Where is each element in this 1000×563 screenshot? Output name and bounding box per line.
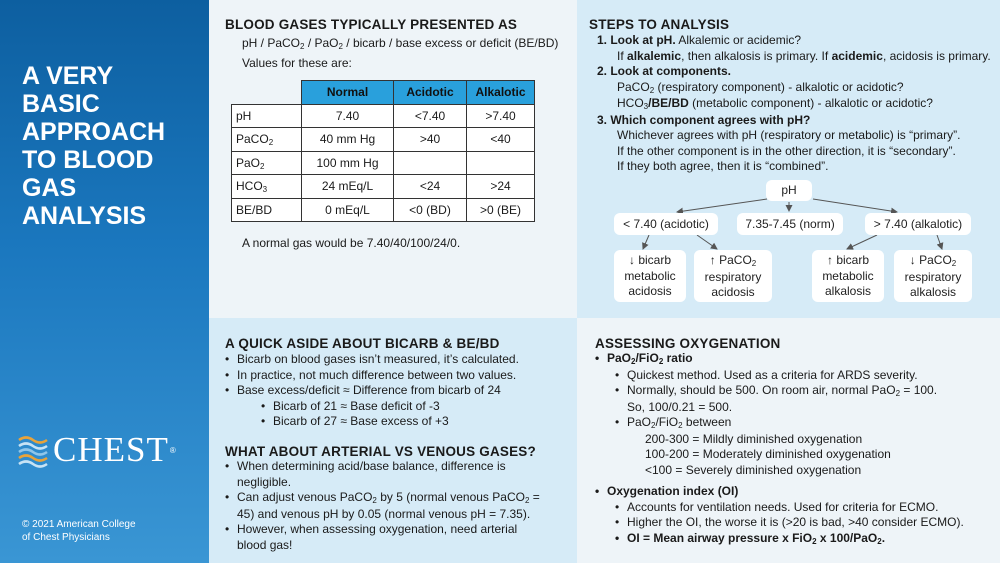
table-cell: >24 [467, 175, 535, 199]
table-row [232, 198, 535, 222]
list-item: • Bicarb of 21 ≈ Base deficit of -3 [261, 399, 570, 415]
venous-list [225, 459, 570, 553]
step-2-metabolic: $HCO_3/BE/BD$ (metabolic component) - alkalotic or acidotic? [617, 96, 933, 111]
copyright-line: © 2021 American College [22, 519, 136, 530]
list-item: <100 = Severely diminished oxygenation [645, 462, 862, 477]
table-header-row [232, 81, 535, 105]
table-corner-cell [232, 81, 302, 105]
oxygenation-panel [577, 318, 1000, 563]
flow-node-acidotic: < 7.40 (acidotic) [614, 213, 718, 235]
flow-node-alkalotic: > 7.40 (alkalotic) [865, 213, 971, 235]
table-cell: <40 [467, 128, 535, 152]
table-cell [467, 151, 535, 175]
step-3-detail: Whichever agrees with pH (respiratory or metabolic) is “primary”. [617, 128, 961, 142]
steps-list [597, 33, 992, 175]
list-item: • Oxygenation index (OI) [595, 484, 995, 500]
copyright-line: of Chest Physicians [22, 532, 110, 543]
flow-leaf-respiratory-acidosis [694, 250, 772, 302]
table-row [232, 104, 535, 128]
step-1-detail: If alkalemic, then alkalosis is primary. If acidemic, acidosis is primary. [617, 48, 991, 63]
venous-heading: WHAT ABOUT ARTERIAL VS VENOUS GASES? [225, 444, 536, 459]
row-label: BE/BD [232, 198, 302, 222]
leaf-line: ↑ bicarb [826, 253, 870, 267]
blood-gases-panel [209, 0, 577, 318]
table-cell: 24 mEq/L [302, 175, 394, 199]
steps-panel [577, 0, 1000, 318]
flow-leaf-respiratory-alkalosis [894, 250, 972, 302]
list-item: • Can adjust venous PaCO$_2$ by 5 (normal venous PaCO$_2$ = 45) and venous pH by 0.05 (normal venous pH = 7.35). [225, 490, 570, 522]
title-line: BASIC [22, 90, 100, 118]
sidebar [0, 0, 209, 563]
table-cell: <7.40 [394, 104, 467, 128]
table-cell: 40 mm Hg [302, 128, 394, 152]
table-row [232, 151, 535, 175]
list-item: • In practice, not much difference between two values. [225, 368, 570, 384]
blood-gases-heading: BLOOD GASES TYPICALLY PRESENTED AS [225, 17, 518, 32]
list-item: • Normally, should be 500. On room air, normal PaO$_2$ = 100. So, 100/0.21 = 500. [615, 383, 995, 415]
list-item: • Bicarb of 27 ≈ Base excess of +3 [261, 414, 570, 430]
row-label: pH [232, 104, 302, 128]
title-line: ANALYSIS [22, 202, 147, 230]
flow-leaf-metabolic-alkalosis [812, 250, 884, 302]
table-cell: >40 [394, 128, 467, 152]
leaf-line: ↑ PaCO$_2$ [709, 253, 757, 268]
step-2-respiratory: PaCO$_2$ (respiratory component) - alkalotic or acidotic? [617, 79, 904, 95]
row-label: PaCO$_2$ [232, 128, 302, 152]
table-cell: >7.40 [467, 104, 535, 128]
table-row [232, 175, 535, 199]
list-item: • OI = Mean airway pressure x FiO$_2$ x 100/PaO$_2$. [615, 531, 995, 548]
leaf-line: acidosis [628, 284, 672, 298]
table-cell: >0 (BE) [467, 198, 535, 222]
list-item: • PaO$_2$/FiO$_2$ ratio [595, 351, 995, 368]
page-title [22, 62, 202, 230]
table-cell [394, 151, 467, 175]
leaf-line: metabolic [624, 268, 676, 283]
aside-heading: A QUICK ASIDE ABOUT BICARB & BE/BD [225, 336, 500, 351]
leaf-line: respiratory [704, 269, 762, 284]
oxygenation-list [595, 351, 995, 547]
flow-leaf-metabolic-acidosis [614, 250, 686, 302]
list-item: • Accounts for ventilation needs. Used for criteria for ECMO. [615, 500, 995, 516]
copyright [22, 518, 202, 544]
column-header: Alkalotic [467, 81, 535, 105]
step-1: 1. Look at pH. Alkalemic or acidemic? [597, 33, 802, 47]
leaf-line: ↓ PaCO$_2$ [909, 253, 957, 268]
list-item: • Base excess/deficit ≈ Difference from bicarb of 24 [225, 383, 570, 399]
logo-text: CHEST [53, 430, 169, 469]
leaf-line: metabolic [822, 268, 874, 283]
aside-list [225, 352, 570, 430]
table-cell: <0 (BD) [394, 198, 467, 222]
list-item: • However, when assessing oxygenation, need arterial blood gas! [225, 522, 570, 553]
chest-wave-icon [17, 432, 49, 468]
chest-logo [17, 430, 176, 470]
step-3-detail: If they both agree, then it is “combined”. [617, 159, 829, 173]
title-line: TO BLOOD [22, 146, 154, 174]
list-item: • Quickest method. Used as a criteria for ARDS severity. [615, 368, 995, 384]
list-item: 200-300 = Mildly diminished oxygenation [645, 431, 863, 446]
table-cell: 100 mm Hg [302, 151, 394, 175]
table-cell: 0 mEq/L [302, 198, 394, 222]
normal-gas-note: A normal gas would be 7.40/40/100/24/0. [242, 236, 461, 250]
row-label: $HCO_3$ [232, 175, 302, 199]
steps-heading: STEPS TO ANALYSIS [589, 17, 730, 32]
step-3: 3. Which component agrees with pH? [597, 112, 811, 127]
flow-node-ph: pH [766, 180, 812, 201]
list-item: • Higher the OI, the worse it is (>20 is bad, >40 consider ECMO). [615, 515, 995, 531]
leaf-line: acidosis [711, 285, 755, 299]
leaf-line: alkalosis [909, 285, 957, 299]
step-2: 2. Look at components. [597, 64, 732, 78]
list-item: • When determining acid/base balance, difference is negligible. [225, 459, 570, 490]
step-3-detail: If the other component is in the other direction, it is “secondary”. [617, 143, 956, 158]
list-item: • Bicarb on blood gases isn’t measured, it’s calculated. [225, 352, 570, 368]
list-item: 100-200 = Moderately diminished oxygenation [645, 447, 891, 461]
table-cell: <24 [394, 175, 467, 199]
values-intro: Values for these are: [242, 56, 352, 70]
title-line: A VERY [22, 62, 114, 90]
bicarb-venous-panel [209, 318, 577, 563]
title-line: APPROACH [22, 118, 166, 146]
row-label: PaO$_2$ [232, 151, 302, 175]
leaf-line: alkalosis [824, 284, 872, 298]
leaf-line: respiratory [904, 269, 962, 284]
leaf-line: ↓ bicarb [628, 253, 672, 267]
table-row [232, 128, 535, 152]
column-header: Acidotic [394, 81, 467, 105]
table-cell: 7.40 [302, 104, 394, 128]
blood-gas-table [231, 80, 535, 222]
column-header: Normal [302, 81, 394, 105]
registered-mark: ® [169, 445, 176, 455]
title-line: GAS [22, 174, 77, 202]
list-item: • PaO$_2$/FiO$_2$ between [615, 415, 995, 432]
flow-node-normal: 7.35-7.45 (norm) [737, 213, 843, 235]
oxygenation-heading: ASSESSING OXYGENATION [595, 336, 781, 351]
blood-gases-subtitle: pH / PaCO$_2$ / PaO$_2$ / bicarb / base excess or deficit (BE/BD) [242, 36, 559, 51]
